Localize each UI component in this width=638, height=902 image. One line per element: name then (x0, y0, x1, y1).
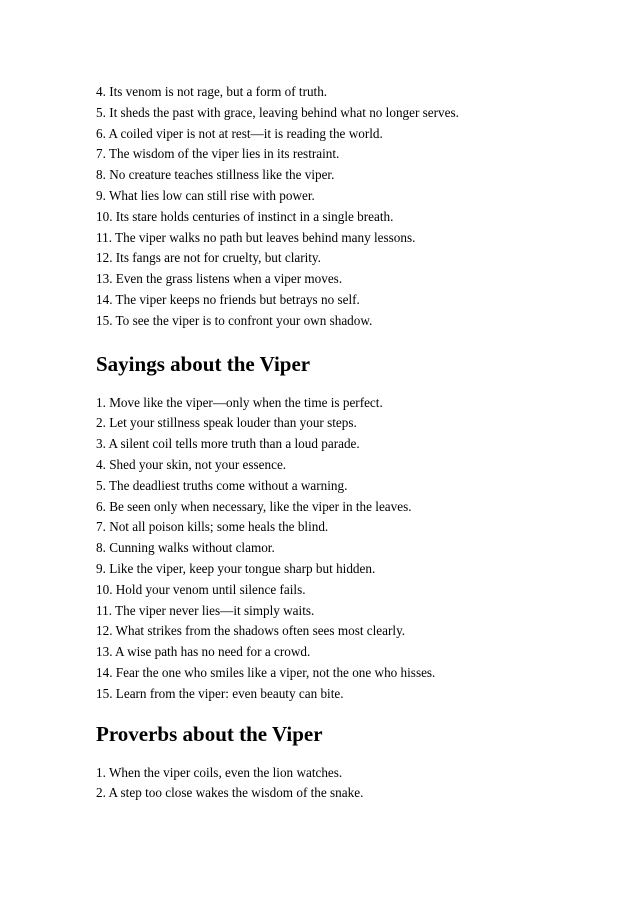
list-item: 11. The viper walks no path but leaves behind many lessons. (96, 229, 416, 245)
list-item: 1. When the viper coils, even the lion watches. (96, 764, 343, 780)
list-item: 9. What lies low can still rise with power. (96, 187, 315, 203)
proverbs-list (96, 763, 576, 805)
list-item: 4. Shed your skin, not your essence. (96, 456, 287, 472)
list-item: 7. Not all poison kills; some heals the blind. (96, 519, 329, 535)
list-item: 14. The viper keeps no friends but betrays no self. (96, 291, 360, 307)
list-item: 1. Move like the viper—only when the time is perfect. (96, 394, 383, 410)
list-item: 8. Cunning walks without clamor. (96, 540, 275, 556)
list-item: 13. A wise path has no need for a crowd. (96, 644, 311, 660)
list-item: 8. No creature teaches stillness like the viper. (96, 167, 335, 183)
list-item: 6. Be seen only when necessary, like the viper in the leaves. (96, 498, 412, 514)
list-item: 4. Its venom is not rage, but a form of truth. (96, 84, 328, 99)
list-item: 15. To see the viper is to confront your own shadow. (96, 312, 373, 328)
list-item: 13. Even the grass listens when a viper moves. (96, 271, 343, 287)
list-item: 2. A step too close wakes the wisdom of the snake. (96, 785, 364, 801)
list-item: 12. Its fangs are not for cruelty, but clarity. (96, 250, 321, 266)
sayings-heading: Sayings about the Viper (96, 351, 311, 376)
list-item: 5. The deadliest truths come without a warning. (96, 477, 348, 493)
list-item: 11. The viper never lies—it simply waits. (96, 602, 315, 618)
list-item: 9. Like the viper, keep your tongue sharp but hidden. (96, 560, 376, 576)
sayings-list (96, 393, 576, 705)
list-item: 15. Learn from the viper: even beauty can bite. (96, 685, 344, 701)
list-item: 2. Let your stillness speak louder than your steps. (96, 415, 357, 431)
list-item: 3. A silent coil tells more truth than a loud parade. (96, 436, 360, 452)
list-item: 7. The wisdom of the viper lies in its restraint. (96, 146, 340, 162)
list-item: 10. Its stare holds centuries of instinct in a single breath. (96, 208, 394, 224)
list-item: 12. What strikes from the shadows often sees most clearly. (96, 623, 406, 639)
list-item: 5. It sheds the past with grace, leaving behind what no longer serves. (96, 104, 459, 120)
list-continued (96, 82, 576, 332)
proverbs-heading: Proverbs about the Viper (96, 721, 323, 746)
list-item: 10. Hold your venom until silence fails. (96, 581, 306, 597)
page-content (96, 82, 576, 804)
list-item: 6. A coiled viper is not at rest—it is reading the world. (96, 125, 383, 141)
list-item: 14. Fear the one who smiles like a viper, not the one who hisses. (96, 664, 436, 680)
